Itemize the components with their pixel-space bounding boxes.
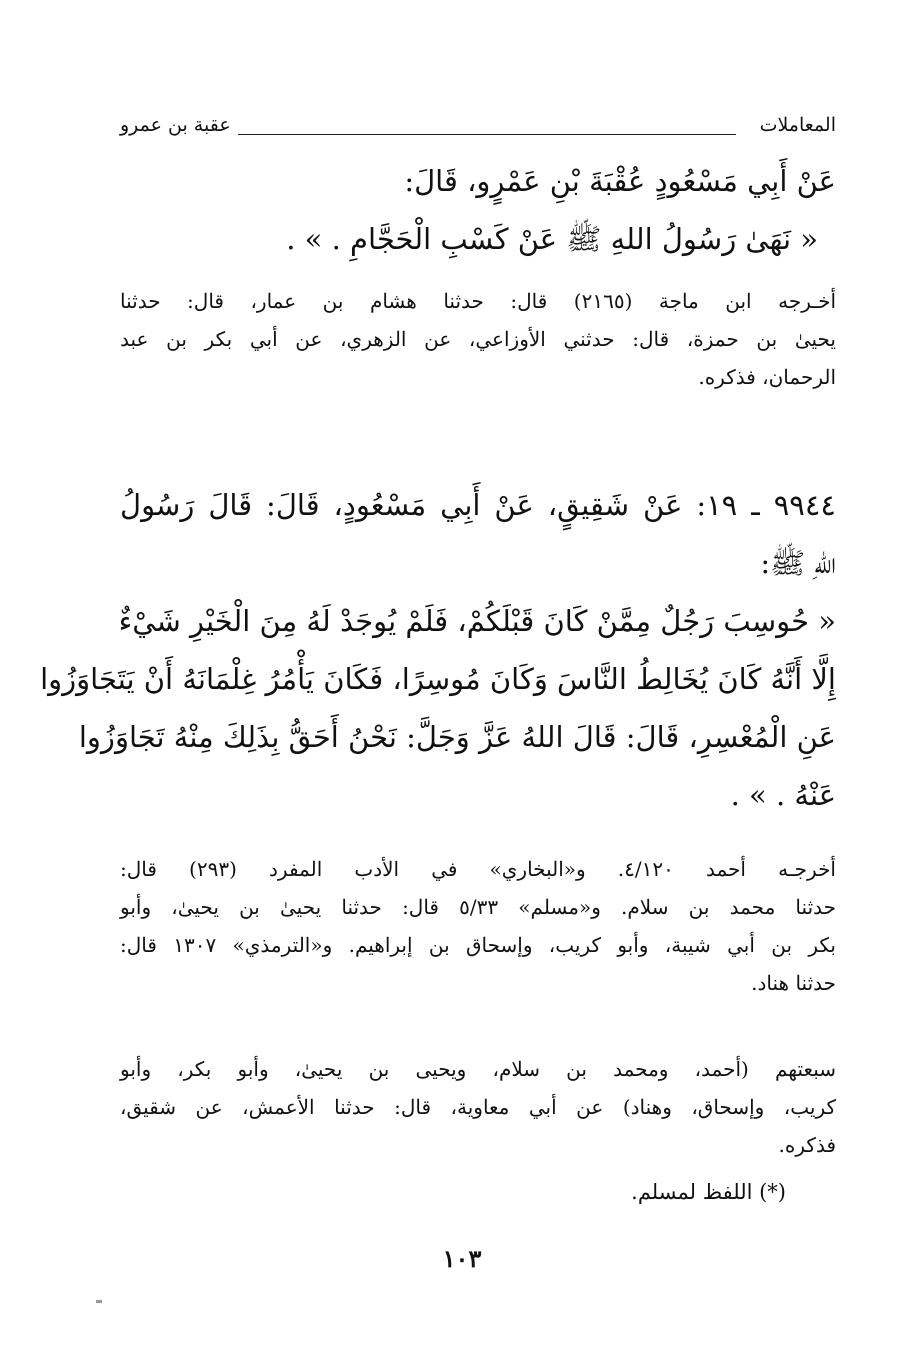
hadith-2-line: عَنِ الْمُعْسِرِ، قَالَ: قَالَ اللهُ عَزَّ وَجَلَّ: نَحْنُ أَحَقُّ بِذَلِكَ مِنْهُ تَجَاوَزُوا <box>78 720 836 754</box>
hadith-2-line: « حُوسِبَ رَجُلٌ مِمَّنْ كَانَ قَبْلَكُمْ، فَلَمْ يُوجَدْ لَهُ مِنَ الْخَيْرِ شَيْءٌ <box>118 604 836 638</box>
hadith-2-line: اللهِ ﷺ: <box>760 546 836 580</box>
hadith-1 <box>120 152 836 268</box>
takhrij-1 <box>120 282 836 396</box>
takhrij-2-line: حدثنا محمد بن سلام. و«مسلم» ٥/٣٣ قال: حدثنا يحيىٰ بن يحيىٰ، وأبو <box>120 895 836 919</box>
section-title: عقبة بن عمرو <box>120 114 231 136</box>
footnote: (*) اللفظ لمسلم. <box>631 1180 786 1204</box>
header-rule <box>238 134 736 135</box>
page-number: ١٠٣ <box>442 1244 482 1273</box>
takhrij-3-line: كريب، وإسحاق، وهناد) عن أبي معاوية، قال: حدثنا الأعمش، عن شقيق، <box>120 1095 836 1119</box>
scan-mark <box>96 1300 102 1303</box>
hadith-2 <box>40 476 836 824</box>
hadith-2-line: عَنْهُ . » . <box>730 778 836 812</box>
takhrij-3 <box>120 1050 836 1164</box>
takhrij-2-line: أخرجـه أحمد ٤/١٢٠. و«البخاري» في الأدب المفرد (٢٩٣) قال: <box>120 857 836 881</box>
takhrij-3-line: فذكره. <box>778 1133 836 1157</box>
takhrij-2-line: حدثنا هناد. <box>751 971 836 995</box>
takhrij-1-line: الرحمان، فذكره. <box>698 365 836 389</box>
hadith-2-line: ٩٩٤٤ ـ ١٩: عَنْ شَقِيقٍ، عَنْ أَبِي مَسْعُودٍ، قَالَ: قَالَ رَسُولُ <box>120 488 836 522</box>
takhrij-3-line: سبعتهم (أحمد، ومحمد بن سلام، ويحيى بن يحيىٰ، وأبو بكر، وأبو <box>120 1057 836 1081</box>
chapter-title: المعاملات <box>759 114 836 136</box>
takhrij-2 <box>120 850 836 1002</box>
takhrij-2-line: بكر بن أبي شيبة، وأبو كريب، وإسحاق بن إبراهيم. و«الترمذي» ١٣٠٧ قال: <box>120 933 836 957</box>
takhrij-1-line: يحيىٰ بن حمزة، قال: حدثني الأوزاعي، عن الزهري، عن أبي بكر بن عبد <box>120 327 836 351</box>
takhrij-1-line: أخـرجه ابن ماجة (٢١٦٥) قال: حدثنا هشام بن عمار، قال: حدثنا <box>120 289 837 313</box>
hadith-2-line: إِلَّا أَنَّهُ كَانَ يُخَالِطُ النَّاسَ وَكَانَ مُوسِرًا، فَكَانَ يَأْمُرُ غِلْمَانَهُ أَنْ يَتَجَاوَزُوا <box>40 662 836 696</box>
hadith-1-matn: « نَهَىٰ رَسُولُ اللهِ ﷺ عَنْ كَسْبِ الْحَجَّامِ . » . <box>286 222 818 256</box>
hadith-1-isnad: عَنْ أَبِي مَسْعُودٍ عُقْبَةَ بْنِ عَمْرٍو، قَالَ: <box>404 164 836 198</box>
running-header <box>120 112 836 148</box>
